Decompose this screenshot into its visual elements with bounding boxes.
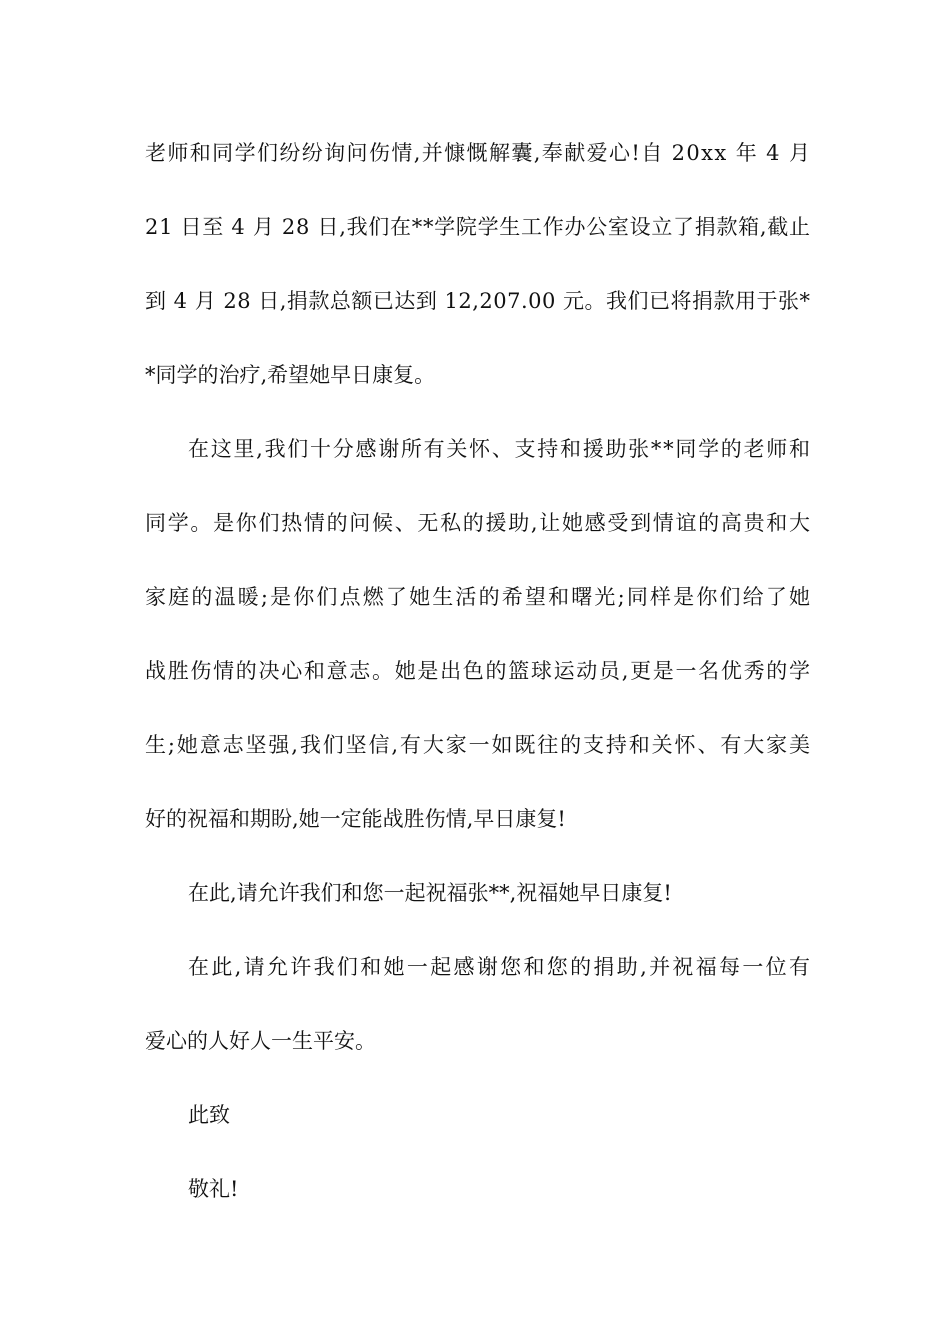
text-line-3 [145, 275, 810, 349]
text-line-13 [145, 1015, 810, 1089]
text-line-content: *同学的治疗,希望她早日康复。 [145, 363, 436, 387]
text-line-11 [145, 867, 810, 941]
text-line-content: 生;她意志坚强,我们坚信,有大家一如既往的支持和关怀、有大家美 [145, 733, 812, 757]
text-line-content: 21 日至 4 月 28 日,我们在**学院学生工作办公室设立了捐款箱,截止 [145, 215, 811, 239]
text-line-content: 老师和同学们纷纷询问伤情,并慷慨解囊,奉献爱心!自 20xx 年 4 月 [145, 141, 812, 165]
text-line-content: 在此,请允许我们和您一起祝福张**,祝福她早日康复! [188, 881, 672, 905]
text-line-content: 到 4 月 28 日,捐款总额已达到 12,207.00 元。我们已将捐款用于张* [145, 289, 811, 313]
text-line-12 [145, 941, 813, 1015]
letter-body [145, 127, 813, 1237]
text-line-content: 战胜伤情的决心和意志。她是出色的篮球运动员,更是一名优秀的学 [145, 659, 812, 683]
text-line-6 [145, 497, 810, 571]
text-line-content: 在这里,我们十分感谢所有关怀、支持和援助张**同学的老师和 [188, 437, 812, 461]
text-line-content: 好的祝福和期盼,她一定能战胜伤情,早日康复! [145, 807, 566, 831]
closing-respect [145, 1163, 810, 1237]
text-line-4 [145, 349, 810, 423]
text-line-content: 爱心的人好人一生平安。 [145, 1029, 376, 1053]
text-line-content: 家庭的温暖;是你们点燃了她生活的希望和曙光;同样是你们给了她 [145, 585, 813, 609]
text-line-1 [145, 127, 810, 201]
text-line-content: 此致 [188, 1103, 230, 1127]
text-line-content: 在此,请允许我们和她一起感谢您和您的捐助,并祝福每一位有 [188, 955, 813, 979]
text-line-content: 同学。是你们热情的问候、无私的援助,让她感受到情谊的高贵和大 [145, 511, 812, 535]
text-line-2 [145, 201, 810, 275]
text-line-9 [145, 719, 810, 793]
text-line-7 [145, 571, 813, 645]
text-line-content: 敬礼! [188, 1177, 239, 1201]
text-line-10 [145, 793, 810, 867]
closing-salutation [145, 1089, 810, 1163]
text-line-8 [145, 645, 810, 719]
text-line-5 [145, 423, 810, 497]
